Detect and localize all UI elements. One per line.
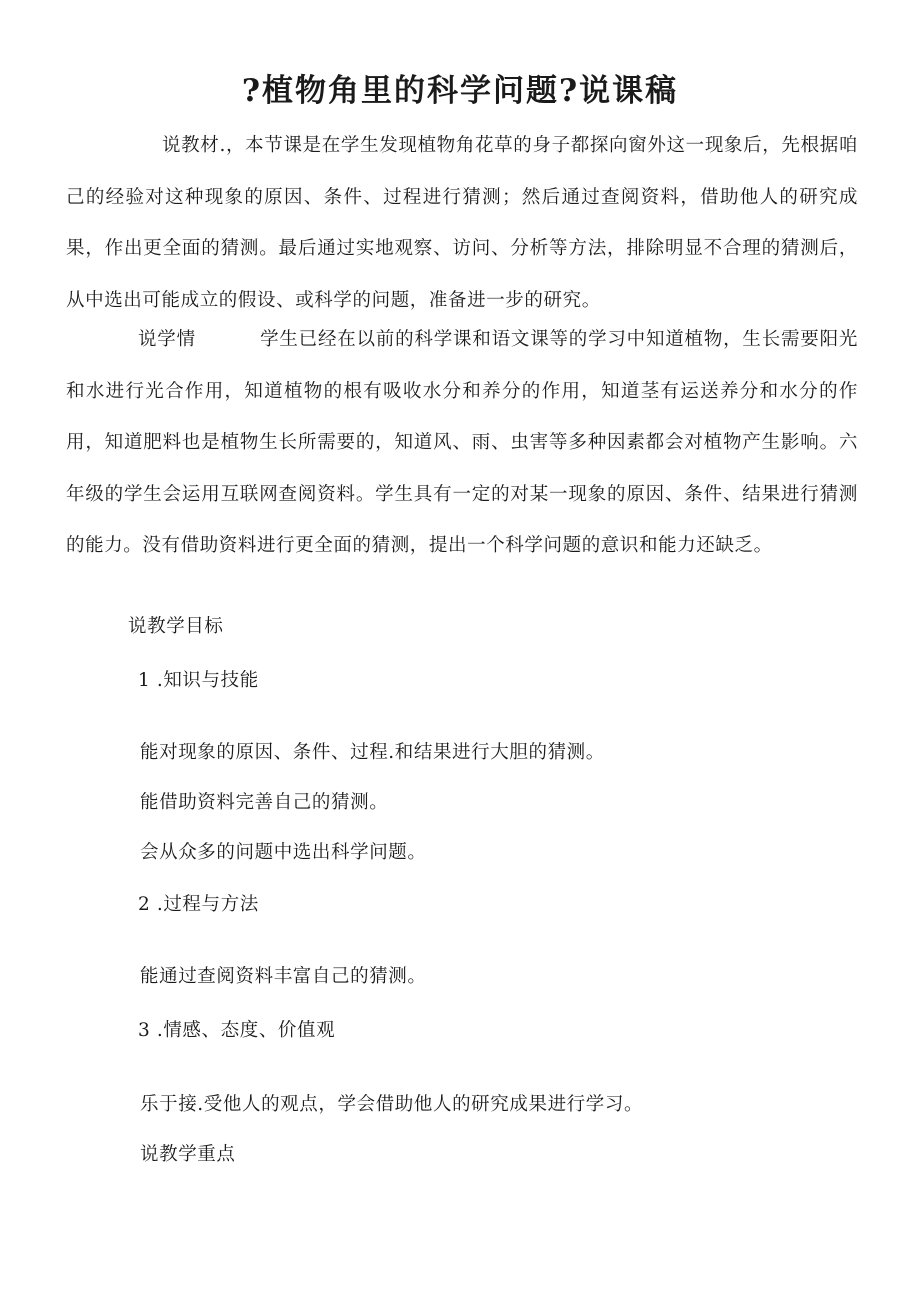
goal2-heading: 2 .过程与方法 bbox=[138, 894, 259, 915]
intro-paragraph: 说教材.，本节课是在学生发现植物角花草的身子都探向窗外这一现象后，先根据咱己的经验对这种现象的原因、条件、过程进行猜测；然后通过查阅资料，借助他人的研究成果，作出更全面的猜测。最后通过实地观察、访问、分析等方法，排除明显不合理的猜测后，从中选出可能成立的假设、或科学的问题，准备进一步的研究。 bbox=[66, 135, 858, 311]
goal3-heading: 3 .情感、态度、价值观 bbox=[138, 1020, 336, 1041]
goals-heading: 说教学目标 bbox=[128, 616, 224, 637]
learner-paragraph bbox=[66, 314, 858, 572]
goal3-item: 乐于接.受他人的观点，学会借助他人的研究成果进行学习。 bbox=[140, 1094, 644, 1115]
goal1-item: 能借助资料完善自己的猜测。 bbox=[140, 792, 389, 813]
goal1-heading: 1 .知识与技能 bbox=[138, 670, 259, 691]
goal2-item: 能通过查阅资料丰富自己的猜测。 bbox=[140, 966, 427, 987]
goal1-item: 会从众多的问题中选出科学问题。 bbox=[140, 842, 427, 863]
focus-heading: 说教学重点 bbox=[140, 1144, 236, 1165]
goal1-item: 能对现象的原因、条件、过程.和结果进行大胆的猜测。 bbox=[140, 742, 605, 763]
document-title: ?植物角里的科学问题?说课稿 bbox=[241, 73, 679, 109]
learner-text: 学生已经在以前的科学课和语文课等的学习中知道植物，生长需要阳光和水进行光合作用，知道植物的根有吸收水分和养分的作用，知道茎有运送养分和水分的作用，知道肥料也是植物生长所需要的，知道风、雨、虫害等多种因素都会对植物产生影响。六年级的学生会运用互联网查阅资料。学生具有一定的对某一现象的原因、条件、结果进行猜测的能力。没有借助资料进行更全面的猜测，提出一个科学问题的意识和能力还缺乏。 bbox=[66, 329, 858, 556]
learner-label: 说学情 bbox=[138, 329, 196, 350]
